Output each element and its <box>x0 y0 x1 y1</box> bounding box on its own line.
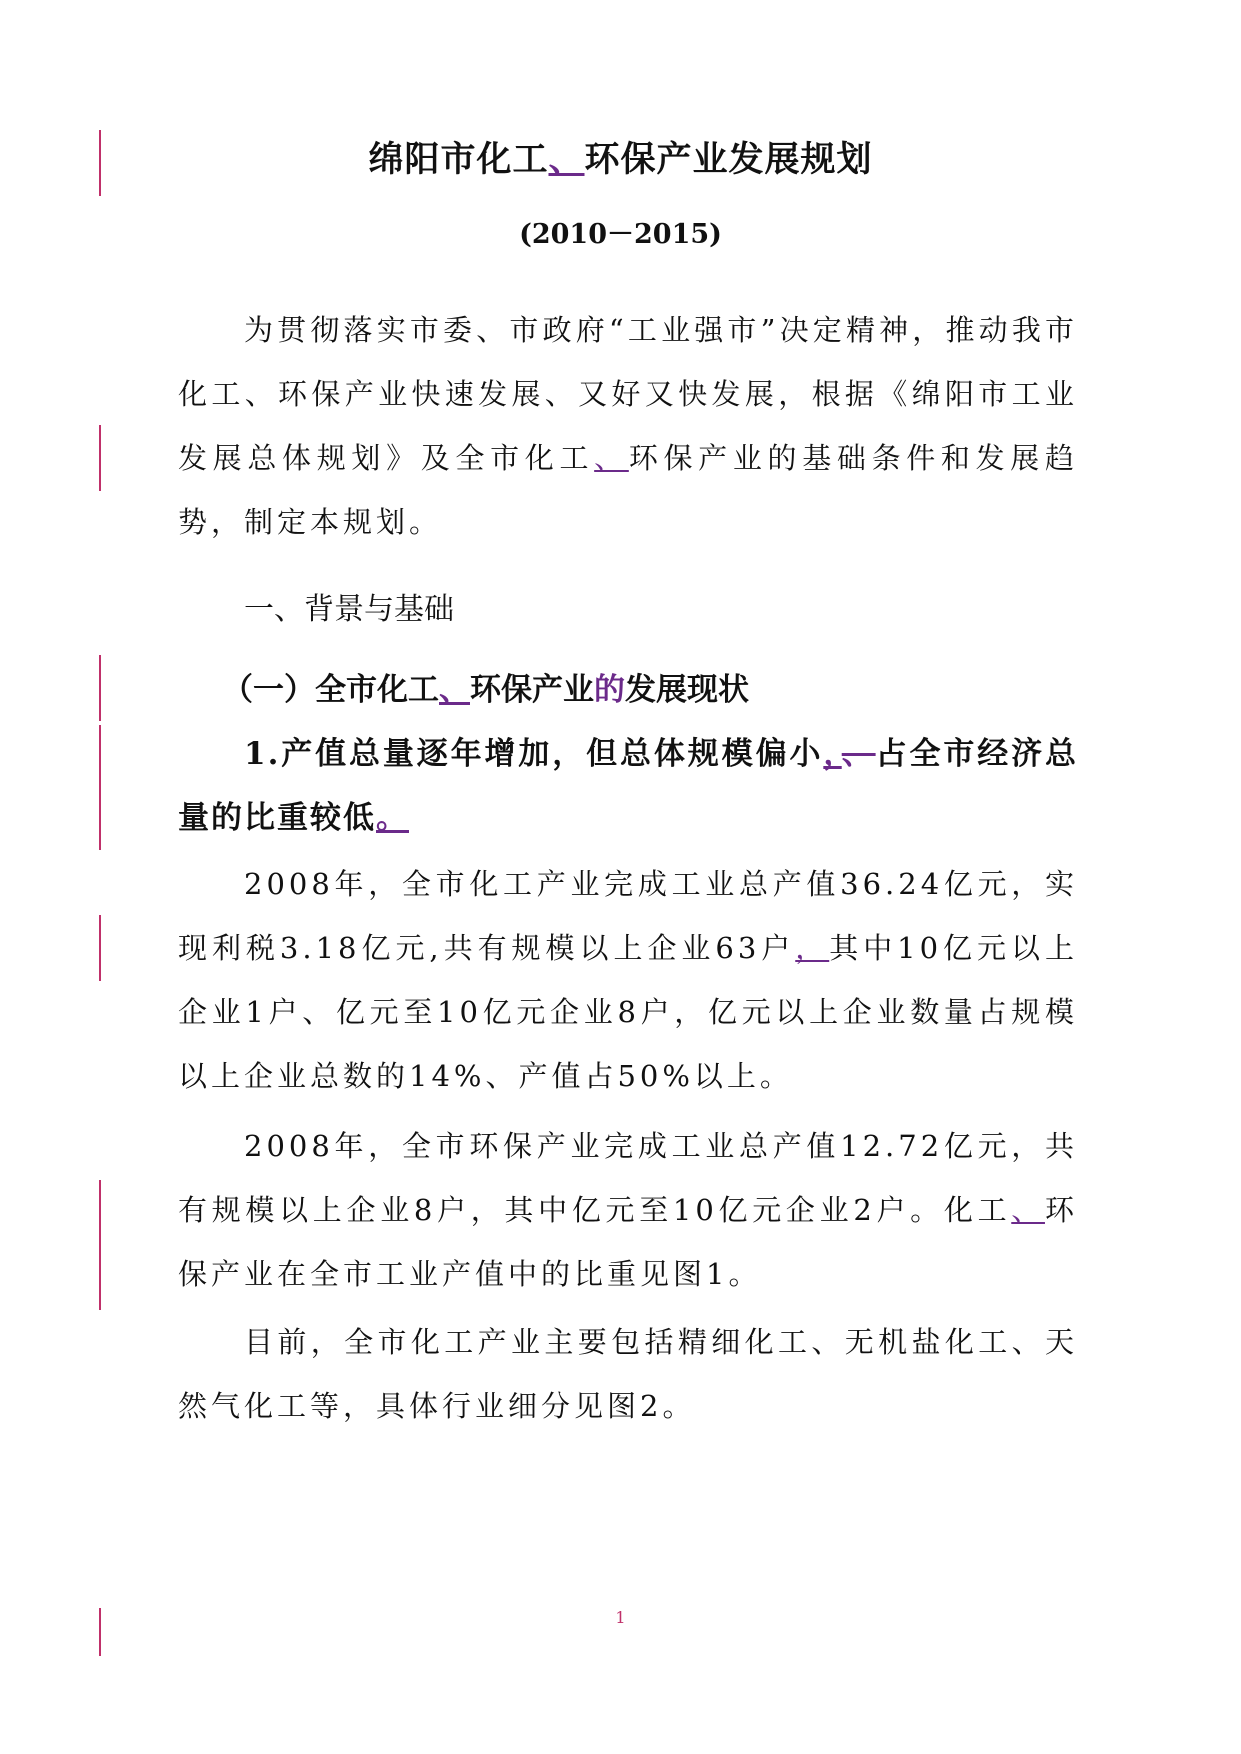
title-text-end: 环保产业发展规划 <box>584 139 873 180</box>
chemical-industry-paragraph <box>178 852 1078 1108</box>
environmental-text: 2008年，全市环保产业完成工业总产值12.72亿元，共有规模以上企业8户，其中亿元至10亿元企业2户。化工 <box>178 1129 1078 1227</box>
intro-text: 为贯彻落实市委、市政府“工业强市”决定精神，推动我市化工、环保产业快速发展、又好又快发展，根据《绵阳市工业发展总体规划》及全市化工 <box>178 313 1078 475</box>
point-deleted-mark: 、 <box>841 736 876 772</box>
subsection-heading-middle: 环保产业 <box>470 672 594 708</box>
revision-change-bar <box>99 915 101 981</box>
intro-paragraph <box>178 298 1078 554</box>
revision-change-bar <box>99 1180 101 1310</box>
point-inserted-mark: ， <box>823 736 842 772</box>
subsection-inserted-word: 的 <box>594 672 625 708</box>
revision-change-bar <box>99 725 101 850</box>
intro-text-end: 环保产业的基础条件和发展趋势，制定本规划。 <box>178 441 1078 539</box>
document-title <box>0 132 1241 182</box>
revision-change-bar <box>99 425 101 491</box>
point-heading-middle: 占全市经济总量的比重较低 <box>178 736 1079 836</box>
environmental-text-end: 环保产业在全市工业产值中的比重见图1。 <box>178 1193 1078 1291</box>
subsection-heading-end: 发展现状 <box>625 672 749 708</box>
section-heading: 一、背景与基础 <box>244 592 454 627</box>
environmental-industry-paragraph <box>178 1114 1078 1306</box>
current-status-paragraph: 目前，全市化工产业主要包括精细化工、无机盐化工、天然气化工等，具体行业细分见图2。 <box>178 1325 1078 1423</box>
chemical-text: 2008年，全市化工产业完成工业总产值36.24亿元，实现利税3.18亿元,共有规模以上企业63户 <box>178 867 1078 965</box>
subsection-inserted-mark: 、 <box>439 672 470 708</box>
document-subtitle: (2010－2015) <box>519 219 722 250</box>
page-number: 1 <box>615 1608 626 1627</box>
chemical-inserted-mark: ， <box>795 931 830 965</box>
point-heading <box>178 722 1078 850</box>
environmental-inserted-mark: 、 <box>1011 1193 1045 1227</box>
title-text: 绵阳市化工 <box>368 139 549 180</box>
revision-change-bar <box>99 655 101 721</box>
point-inserted-mark-2: 。 <box>376 800 409 836</box>
subsection-heading <box>222 658 749 722</box>
intro-inserted-mark: 、 <box>594 441 629 475</box>
chemical-text-end: 其中10亿元以上企业1户、亿元至10亿元企业8户，亿元以上企业数量占规模以上企业总数的14%、产值占50%以上。 <box>178 931 1078 1093</box>
title-inserted-mark: 、 <box>548 139 585 180</box>
subsection-heading-text: （一）全市化工 <box>222 672 439 708</box>
point-heading-text: 1.产值总量逐年增加，但总体规模偏小 <box>244 736 824 772</box>
